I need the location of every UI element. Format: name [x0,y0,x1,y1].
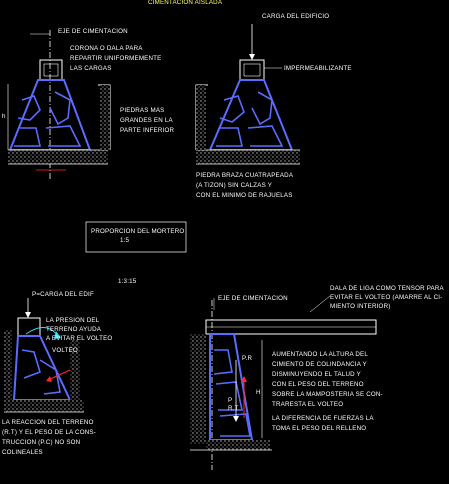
soil-base-left [8,150,108,164]
label-aumentando-3: DISMINUYENDO EL TALUD Y [272,371,361,378]
label-reaccion-3: TRUCCION (P.C) NO SON [2,439,81,446]
label-aumentando-6: TRARESTA EL VOLTEO [272,401,344,408]
label-impermeabilizante: IMPERMEABILIZANTE [284,65,352,72]
label-piedras-2: GRANDES EN LA [120,117,173,124]
label-corona-2: REPARTIR UNIFORMEMENTE [70,55,162,62]
label-carga-edificio: CARGA DEL EDIFICIO [262,13,330,20]
label-piedra-braza-2: (A TIZON) SIN CALZAS Y [196,182,273,189]
label-p-carga: P=CARGA DEL EDIF [32,291,94,298]
label-proporcion-2: 1:5 [120,237,130,244]
label-piedras-1: PIEDRAS MAS [120,107,165,114]
label-presion-2: TERRENO AYUDA [46,326,102,333]
label-p: P [228,397,233,404]
label-aumentando-2: CIMIENTO DE COLINDANCIA Y [272,361,367,368]
label-reaccion-4: COLINEALES [2,449,43,456]
label-aumentando-5: SOBRE LA MAMPOSTERIA SE CON- [272,391,383,398]
label-h: H [256,389,261,396]
label-diferencia-2: TOMA EL PESO DEL RELLENO [272,425,367,432]
label-presion-1: LA PRESION DEL [46,317,100,324]
label-pr: P.R [242,355,253,362]
label-rt: R.T [228,405,239,412]
foundation-isolated-left [2,30,110,180]
label-piedra-braza-3: CON EL MINIMO DE RAJUELAS [196,192,293,199]
label-aumentando-1: AUMENTANDO LA ALTURA DEL [272,351,369,358]
label-aumentando-4: CON EL PESO DEL TERRENO [272,381,364,388]
label-proporcion-1: PROPORCION DEL MORTERO [91,228,185,235]
label-reaccion-1: LA REACCION DEL TERRENO [2,419,94,426]
foundation-overturn-left [4,298,84,412]
label-eje-2: EJE DE CIMENTACION [218,295,288,302]
label-dala-3: MIENTO INTERIOR) [330,303,391,310]
foundation-isolated-right [196,24,300,164]
label-reaccion-2: (R.T) Y EL PESO DE LA CONS- [2,429,96,436]
label-corona-1: CORONA O DALA PARA [70,45,143,52]
h-dim-label-left: h [2,113,6,120]
label-piedra-braza-1: PIEDRA BRAZA CUATRAPEADA [196,172,294,179]
label-piedras-3: PARTE INFERIOR [120,127,175,134]
label-volteo: VOLTEO [52,347,78,354]
label-dala-2: EVITAR EL VOLTEO (AMARRE AL CI- [330,294,443,301]
top-title: CIMENTACION AISLADA [148,0,223,6]
label-corona-3: LAS CARGAS [70,65,112,72]
label-ratio-small: 1:3:15 [118,278,137,285]
label-diferencia-1: LA DIFERENCIA DE FUERZAS LA [272,415,374,422]
label-eje-1: EJE DE CIMENTACION [58,28,128,35]
label-dala-1: DALA DE LIGA COMO TENSOR PARA [330,285,444,292]
label-presion-3: A EVITAR EL VOLTEO [46,335,113,342]
mortar-box [86,222,186,252]
